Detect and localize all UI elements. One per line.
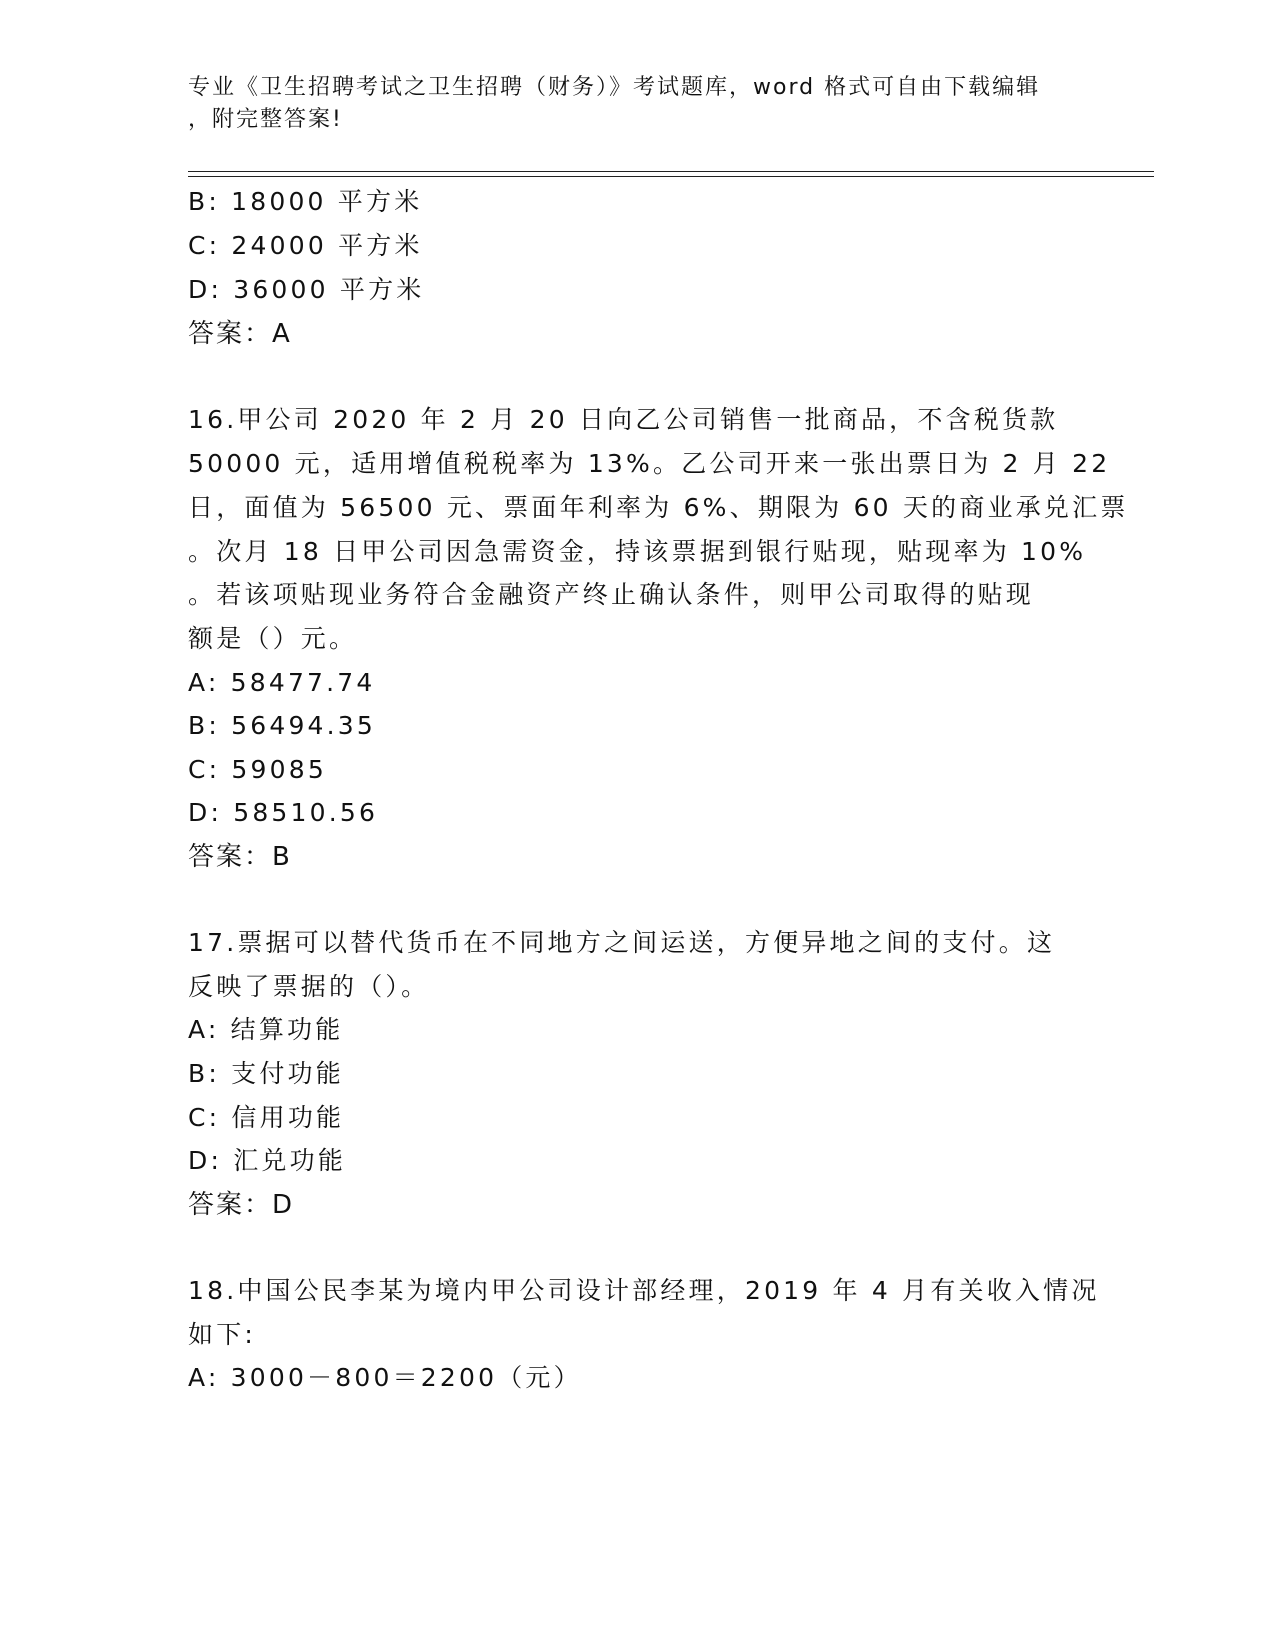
header-divider-bottom — [188, 176, 1154, 177]
q16-text-line3: 日，面值为 56500 元、票面年利率为 6%、期限为 60 天的商业承兑汇票 — [188, 493, 1129, 522]
q16-option-b: B: 56494.35 — [188, 711, 377, 740]
q17-option-b: B: 支付功能 — [188, 1059, 344, 1088]
q16-text-line5: 。若该项贴现业务符合金融资产终止确认条件，则甲公司取得的贴现 — [188, 580, 1035, 609]
q18-text-line1: 18.中国公民李某为境内甲公司设计部经理，2019 年 4 月有关收入情况 — [188, 1276, 1100, 1305]
q16-option-a: A: 58477.74 — [188, 668, 376, 697]
q16-option-d: D: 58510.56 — [188, 798, 379, 827]
q18-option-a: A: 3000－800＝2200（元） — [188, 1363, 582, 1392]
q16-text-line2: 50000 元，适用增值税税率为 13%。乙公司开来一张出票日为 2 月 22 — [188, 449, 1111, 478]
q15-option-b: B: 18000 平方米 — [188, 187, 423, 216]
q17-option-c: C: 信用功能 — [188, 1103, 345, 1132]
q17-option-d: D: 汇兑功能 — [188, 1146, 347, 1175]
q17-answer: 答案：D — [188, 1190, 295, 1220]
q16-answer: 答案：B — [188, 842, 292, 872]
q15-option-c: C: 24000 平方米 — [188, 231, 423, 260]
q16-text-line6: 额是（）元。 — [188, 624, 358, 653]
q18-text-line2: 如下: — [188, 1320, 257, 1349]
q16-option-c: C: 59085 — [188, 755, 327, 784]
q15-answer: 答案：A — [188, 319, 292, 349]
header-divider-top — [188, 171, 1154, 172]
q16-text-line1: 16.甲公司 2020 年 2 月 20 日向乙公司销售一批商品，不含税货款 — [188, 405, 1059, 434]
q17-option-a: A: 结算功能 — [188, 1015, 344, 1044]
q15-option-d: D: 36000 平方米 — [188, 275, 425, 304]
q16-text-line4: 。次月 18 日甲公司因急需资金，持该票据到银行贴现，贴现率为 10% — [188, 537, 1087, 566]
header-title-line1: 专业《卫生招聘考试之卫生招聘（财务）》考试题库，word 格式可自由下载编辑 — [188, 75, 1041, 100]
q17-text-line2: 反映了票据的（）。 — [188, 972, 430, 1001]
header-title-line2: ，附完整答案! — [188, 107, 343, 132]
q17-text-line1: 17.票据可以替代货币在不同地方之间运送，方便异地之间的支付。这 — [188, 928, 1056, 957]
